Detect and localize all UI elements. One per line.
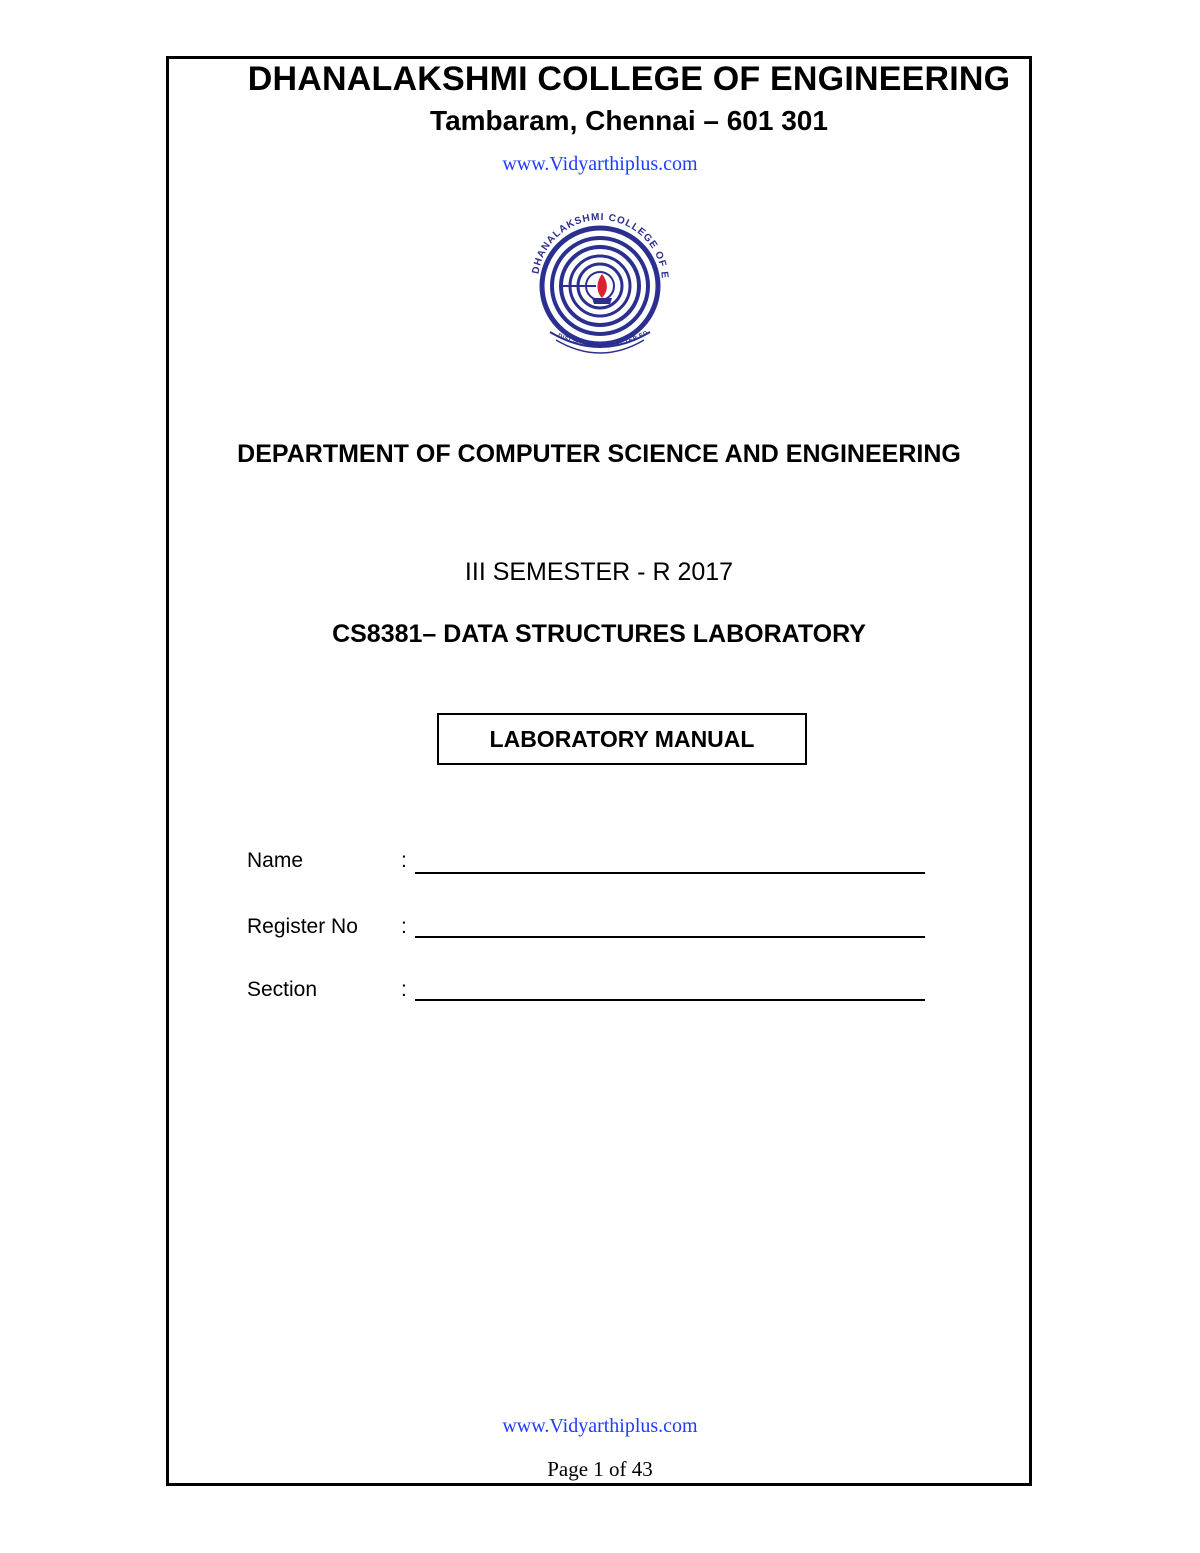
college-seal-icon xyxy=(512,194,688,370)
laboratory-manual-label: LABORATORY MANUAL xyxy=(489,725,755,752)
logo-ring-text: DHANALAKSHMI COLLEGE OF E xyxy=(530,211,671,280)
register-no-label: Register No xyxy=(247,915,358,938)
section-colon: : xyxy=(401,978,407,1001)
logo-motto-text: DISCIPLINE CHARACTER ED xyxy=(556,330,650,350)
college-address: Tambaram, Chennai – 601 301 xyxy=(430,105,828,136)
college-name: DHANALAKSHMI COLLEGE OF ENGINEERING xyxy=(247,60,1011,98)
register-no-colon: : xyxy=(401,915,407,938)
name-colon: : xyxy=(401,849,407,872)
register-no-field[interactable] xyxy=(415,936,925,938)
page-number: Page 1 of 43 xyxy=(547,1457,653,1481)
name-field[interactable] xyxy=(415,872,925,874)
section-field[interactable] xyxy=(415,999,925,1001)
course-title: CS8381– DATA STRUCTURES LABORATORY xyxy=(332,620,866,648)
college-logo xyxy=(512,194,688,370)
section-label: Section xyxy=(247,978,318,1001)
name-label: Name xyxy=(247,849,304,872)
website-link-top[interactable]: www.Vidyarthiplus.com xyxy=(502,153,698,175)
laboratory-manual-box xyxy=(437,713,807,765)
website-link-bottom[interactable]: www.Vidyarthiplus.com xyxy=(502,1415,698,1437)
department-title: DEPARTMENT OF COMPUTER SCIENCE AND ENGINEERING xyxy=(237,440,961,468)
semester-label: III SEMESTER - R 2017 xyxy=(464,558,734,586)
